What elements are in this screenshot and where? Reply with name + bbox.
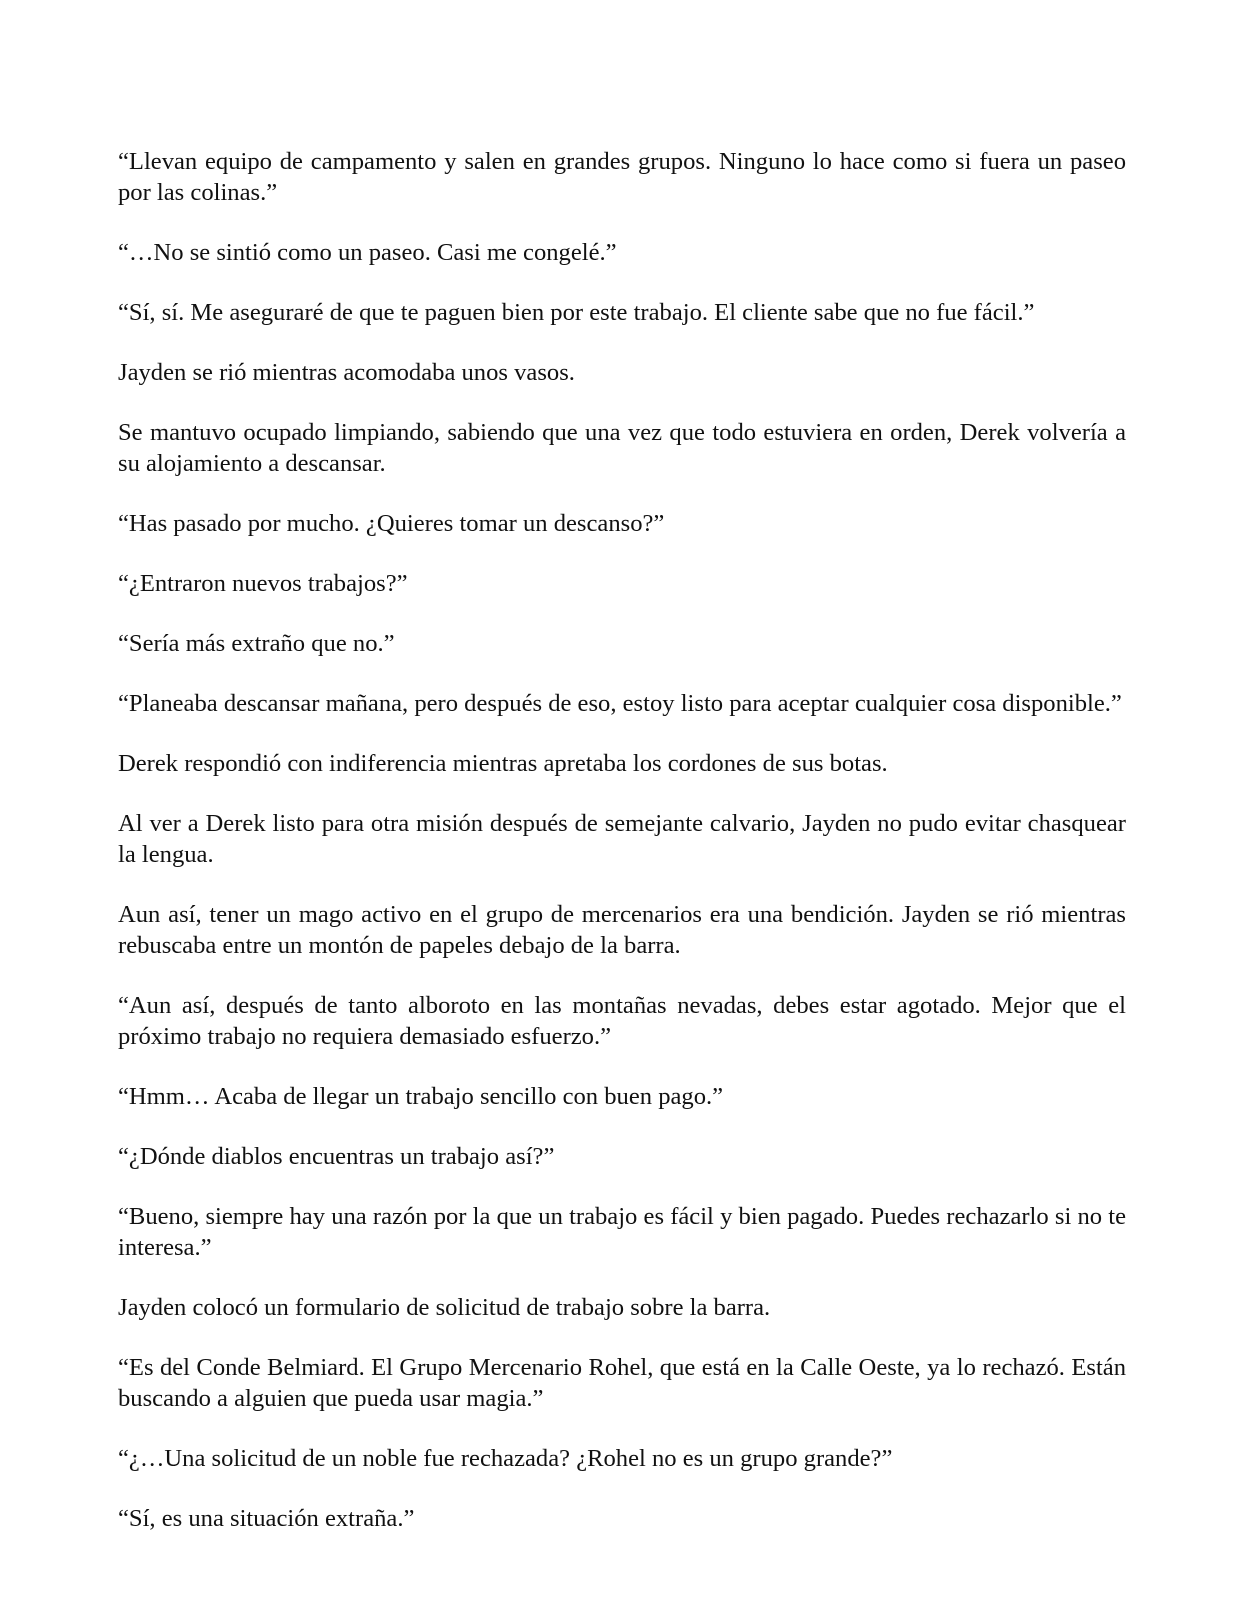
paragraph: Al ver a Derek listo para otra misión después de semejante calvario, Jayden no pudo evitar chasquear la lengua. — [118, 810, 1126, 868]
paragraph: “Bueno, siempre hay una razón por la que un trabajo es fácil y bien pagado. Puedes rechazarlo si no te interesa.” — [118, 1203, 1126, 1261]
paragraph: “Es del Conde Belmiard. El Grupo Mercenario Rohel, que está en la Calle Oeste, ya lo rechazó. Están buscando a alguien que pueda usar magia.” — [118, 1354, 1126, 1412]
paragraph: “¿…Una solicitud de un noble fue rechazada? ¿Rohel no es un grupo grande?” — [118, 1445, 893, 1472]
paragraph: Aun así, tener un mago activo en el grupo de mercenarios era una bendición. Jayden se rió mientras rebuscaba entre un montón de papeles debajo de la barra. — [118, 901, 1126, 959]
paragraph: “¿Entraron nuevos trabajos?” — [118, 570, 408, 597]
paragraph: Jayden colocó un formulario de solicitud de trabajo sobre la barra. — [118, 1294, 771, 1321]
paragraph: “Sería más extraño que no.” — [118, 630, 395, 657]
paragraph: “Sí, sí. Me aseguraré de que te paguen bien por este trabajo. El cliente sabe que no fue fácil.” — [118, 299, 1035, 326]
paragraph: “…No se sintió como un paseo. Casi me congelé.” — [118, 239, 617, 266]
body-text — [118, 146, 1126, 1534]
paragraph: “Has pasado por mucho. ¿Quieres tomar un descanso?” — [118, 510, 665, 537]
paragraph: “Hmm… Acaba de llegar un trabajo sencillo con buen pago.” — [118, 1083, 724, 1110]
paragraph: “Llevan equipo de campamento y salen en grandes grupos. Ninguno lo hace como si fuera un paseo por las colinas.” — [118, 148, 1126, 206]
paragraph: “Aun así, después de tanto alboroto en las montañas nevadas, debes estar agotado. Mejor que el próximo trabajo no requiera demasiado esfuerzo.” — [118, 992, 1126, 1050]
paragraph: “¿Dónde diablos encuentras un trabajo así?” — [118, 1143, 555, 1170]
paragraph: Jayden se rió mientras acomodaba unos vasos. — [118, 359, 575, 386]
paragraph: “Planeaba descansar mañana, pero después de eso, estoy listo para aceptar cualquier cosa disponible.” — [118, 690, 1122, 717]
paragraph: Se mantuvo ocupado limpiando, sabiendo que una vez que todo estuviera en orden, Derek volvería a su alojamiento a descansar. — [118, 419, 1126, 477]
paragraph: “Sí, es una situación extraña.” — [118, 1505, 415, 1532]
paragraph: Derek respondió con indiferencia mientras apretaba los cordones de sus botas. — [118, 750, 888, 777]
